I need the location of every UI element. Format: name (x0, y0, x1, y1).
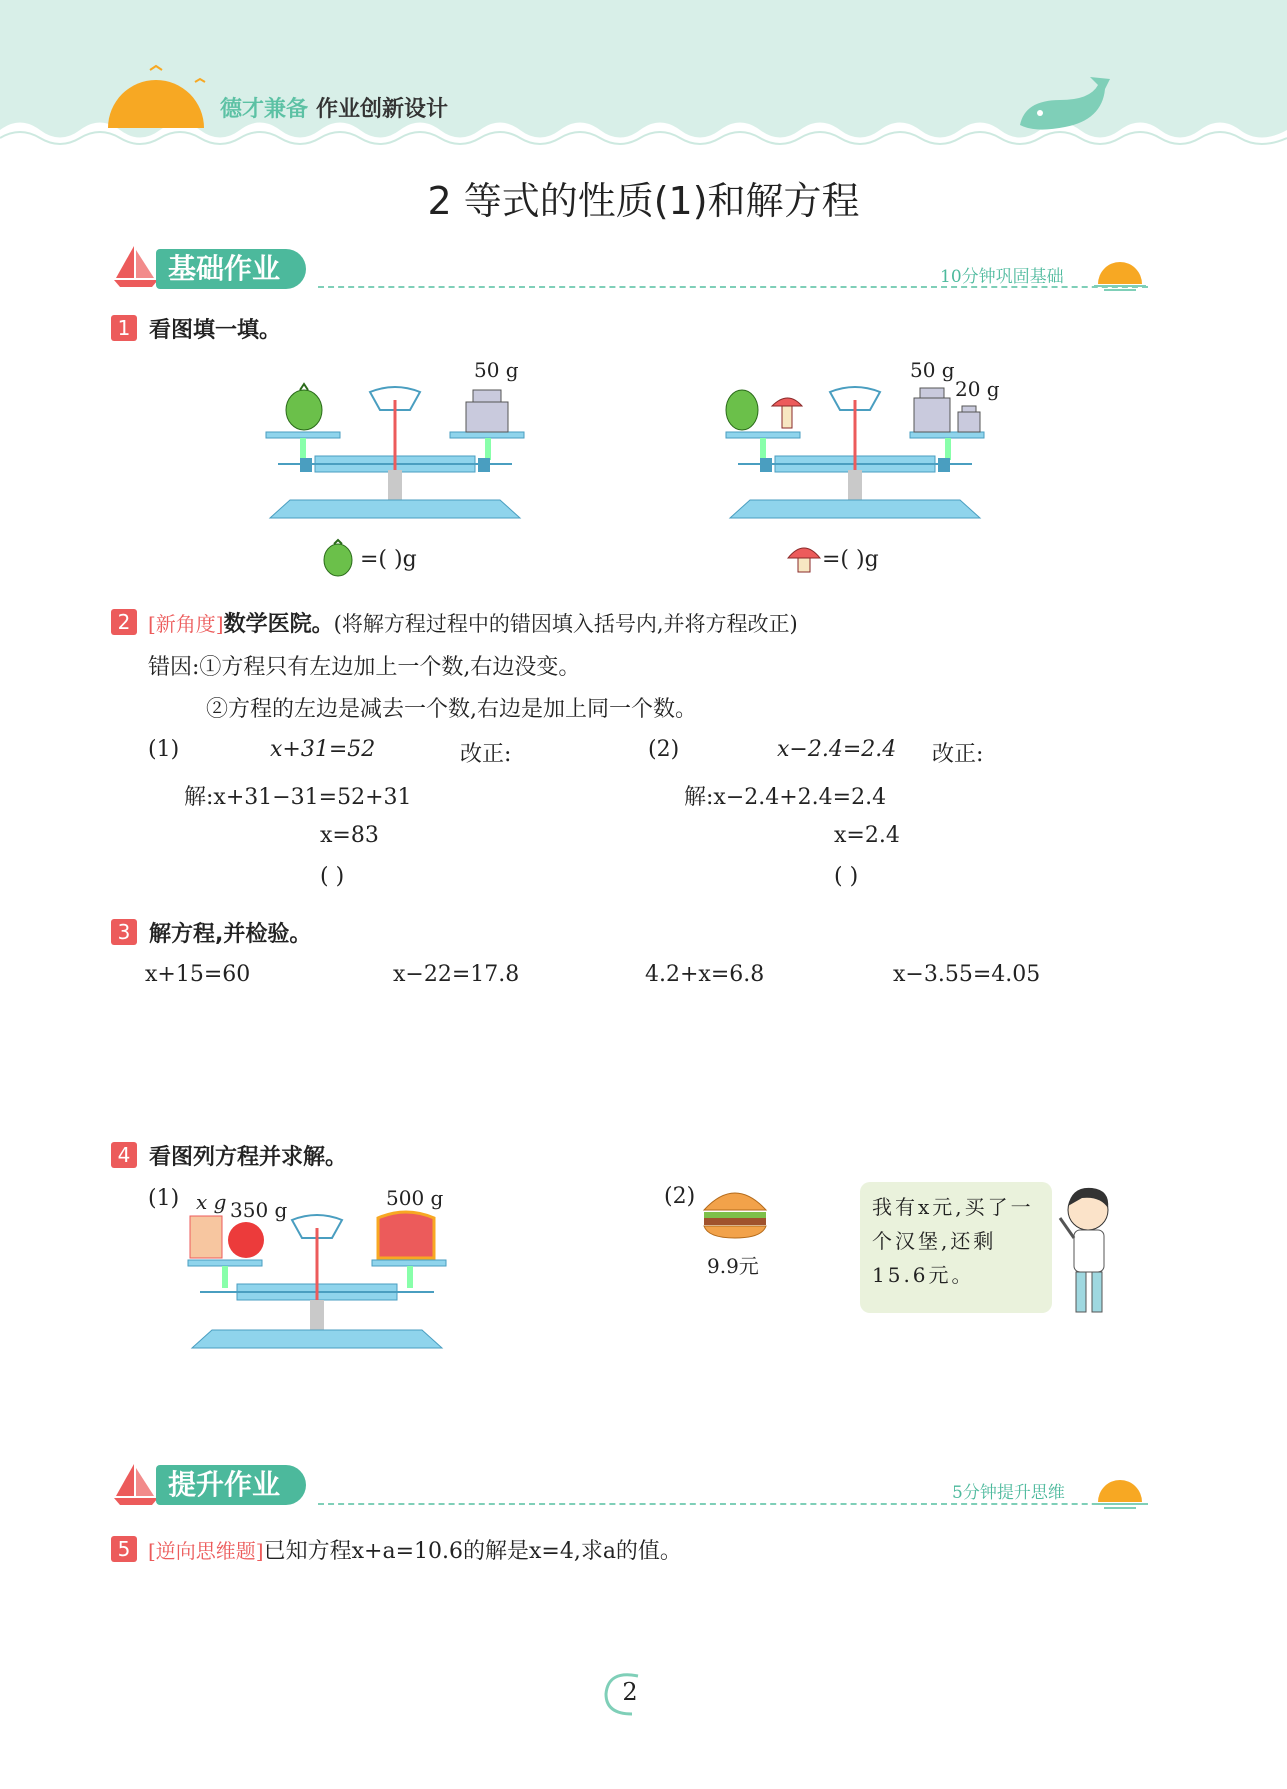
q1-number: 1 (111, 315, 137, 341)
q2-p2-step1: 解:x−2.4+2.4=2.4 (684, 785, 887, 810)
q5-text: 已知方程x+a=10.6的解是x=4,求a的值。 (263, 1539, 682, 1564)
pepper-icon (322, 538, 358, 578)
q4-number: 4 (111, 1142, 137, 1168)
section-divider (318, 1503, 1148, 1505)
balance-scale-left (260, 370, 530, 520)
sailboat-icon (112, 1462, 160, 1506)
q2-p1-step1: 解:x+31−31=52+31 (184, 785, 412, 810)
section-advanced-label: 提升作业 (156, 1465, 306, 1505)
page-title: 2 等式的性质(1)和解方程 (427, 179, 860, 223)
section-basic-label: 基础作业 (156, 249, 306, 289)
q2-title: 数学医院。 (223, 612, 334, 637)
q2-number: 2 (111, 609, 137, 635)
q2-p2-step2: x=2.4 (834, 823, 900, 848)
q2-header (148, 607, 798, 638)
q4-p1-w2: 500 g (386, 1186, 444, 1210)
q2-p1-label: (1) (148, 737, 180, 762)
q3-eq-2: x−22=17.8 (393, 962, 520, 987)
hamburger-icon (700, 1182, 770, 1242)
sunset-icon (1092, 1470, 1148, 1510)
q1-left-answer: =( )g (360, 547, 417, 572)
q2-p1-fix: 改正: (460, 742, 512, 767)
q4-p2-label: (2) (664, 1184, 696, 1209)
q3-eq-1: x+15=60 (145, 962, 251, 987)
speech-bubble: 我有x元,买了一个汉堡,还剩15.6元。 (860, 1182, 1052, 1313)
q4-p1-label: (1) (148, 1186, 180, 1211)
balance-scale-right (720, 370, 990, 520)
q1-right-weight1: 50 g (910, 358, 955, 382)
brand-green: 德才兼备 (220, 97, 309, 122)
balance-scale-q4 (182, 1210, 452, 1350)
section-basic-note: 10分钟巩固基础 (940, 267, 1064, 287)
q3-number: 3 (111, 919, 137, 945)
q2-instruction: (将解方程过程中的错因填入括号内,并将方程改正) (333, 612, 798, 636)
whale-icon (1010, 75, 1115, 135)
sunset-icon (1092, 252, 1148, 292)
brand-dark: 作业创新设计 (316, 97, 449, 122)
q3-eq-4: x−3.55=4.05 (893, 962, 1041, 987)
q2-p2-blank: ( ) (834, 864, 859, 889)
section-advanced-note: 5分钟提升思维 (952, 1483, 1065, 1503)
q2-p2-equation: x−2.4=2.4 (777, 737, 897, 762)
brand (220, 92, 448, 123)
q2-cause-1: 错因:①方程只有左边加上一个数,右边没变。 (148, 655, 581, 680)
boy-figure (1052, 1182, 1132, 1322)
q4-p1-w1: 350 g (230, 1198, 288, 1222)
q2-p1-step2: x=83 (320, 823, 379, 848)
q1-right-answer: =( )g (822, 547, 879, 572)
q3-text: 解方程,并检验。 (149, 922, 312, 947)
q5-header (148, 1534, 682, 1565)
q5-tag: [逆向思维题] (148, 1539, 264, 1563)
q4-p2-price: 9.9元 (707, 1254, 759, 1278)
q4-p1-xg: x g (196, 1190, 227, 1214)
q2-p1-blank: ( ) (320, 864, 345, 889)
q2-tag: [新角度] (148, 612, 224, 636)
q1-left-weight: 50 g (474, 358, 519, 382)
page-number: 2 (622, 1678, 638, 1706)
sailboat-icon (112, 244, 160, 288)
q2-p2-label: (2) (648, 737, 680, 762)
mushroom-icon (786, 540, 822, 576)
q4-text: 看图列方程并求解。 (149, 1145, 348, 1170)
q5-number: 5 (111, 1536, 137, 1562)
q1-right-weight2: 20 g (955, 377, 1000, 401)
q2-cause-2: ②方程的左边是减去一个数,右边是加上同一个数。 (206, 697, 697, 722)
q1-text: 看图填一填。 (149, 318, 282, 343)
q2-p1-equation: x+31=52 (270, 737, 376, 762)
sun-icon (100, 60, 210, 130)
q2-p2-fix: 改正: (932, 742, 984, 767)
q3-eq-3: 4.2+x=6.8 (645, 962, 765, 987)
